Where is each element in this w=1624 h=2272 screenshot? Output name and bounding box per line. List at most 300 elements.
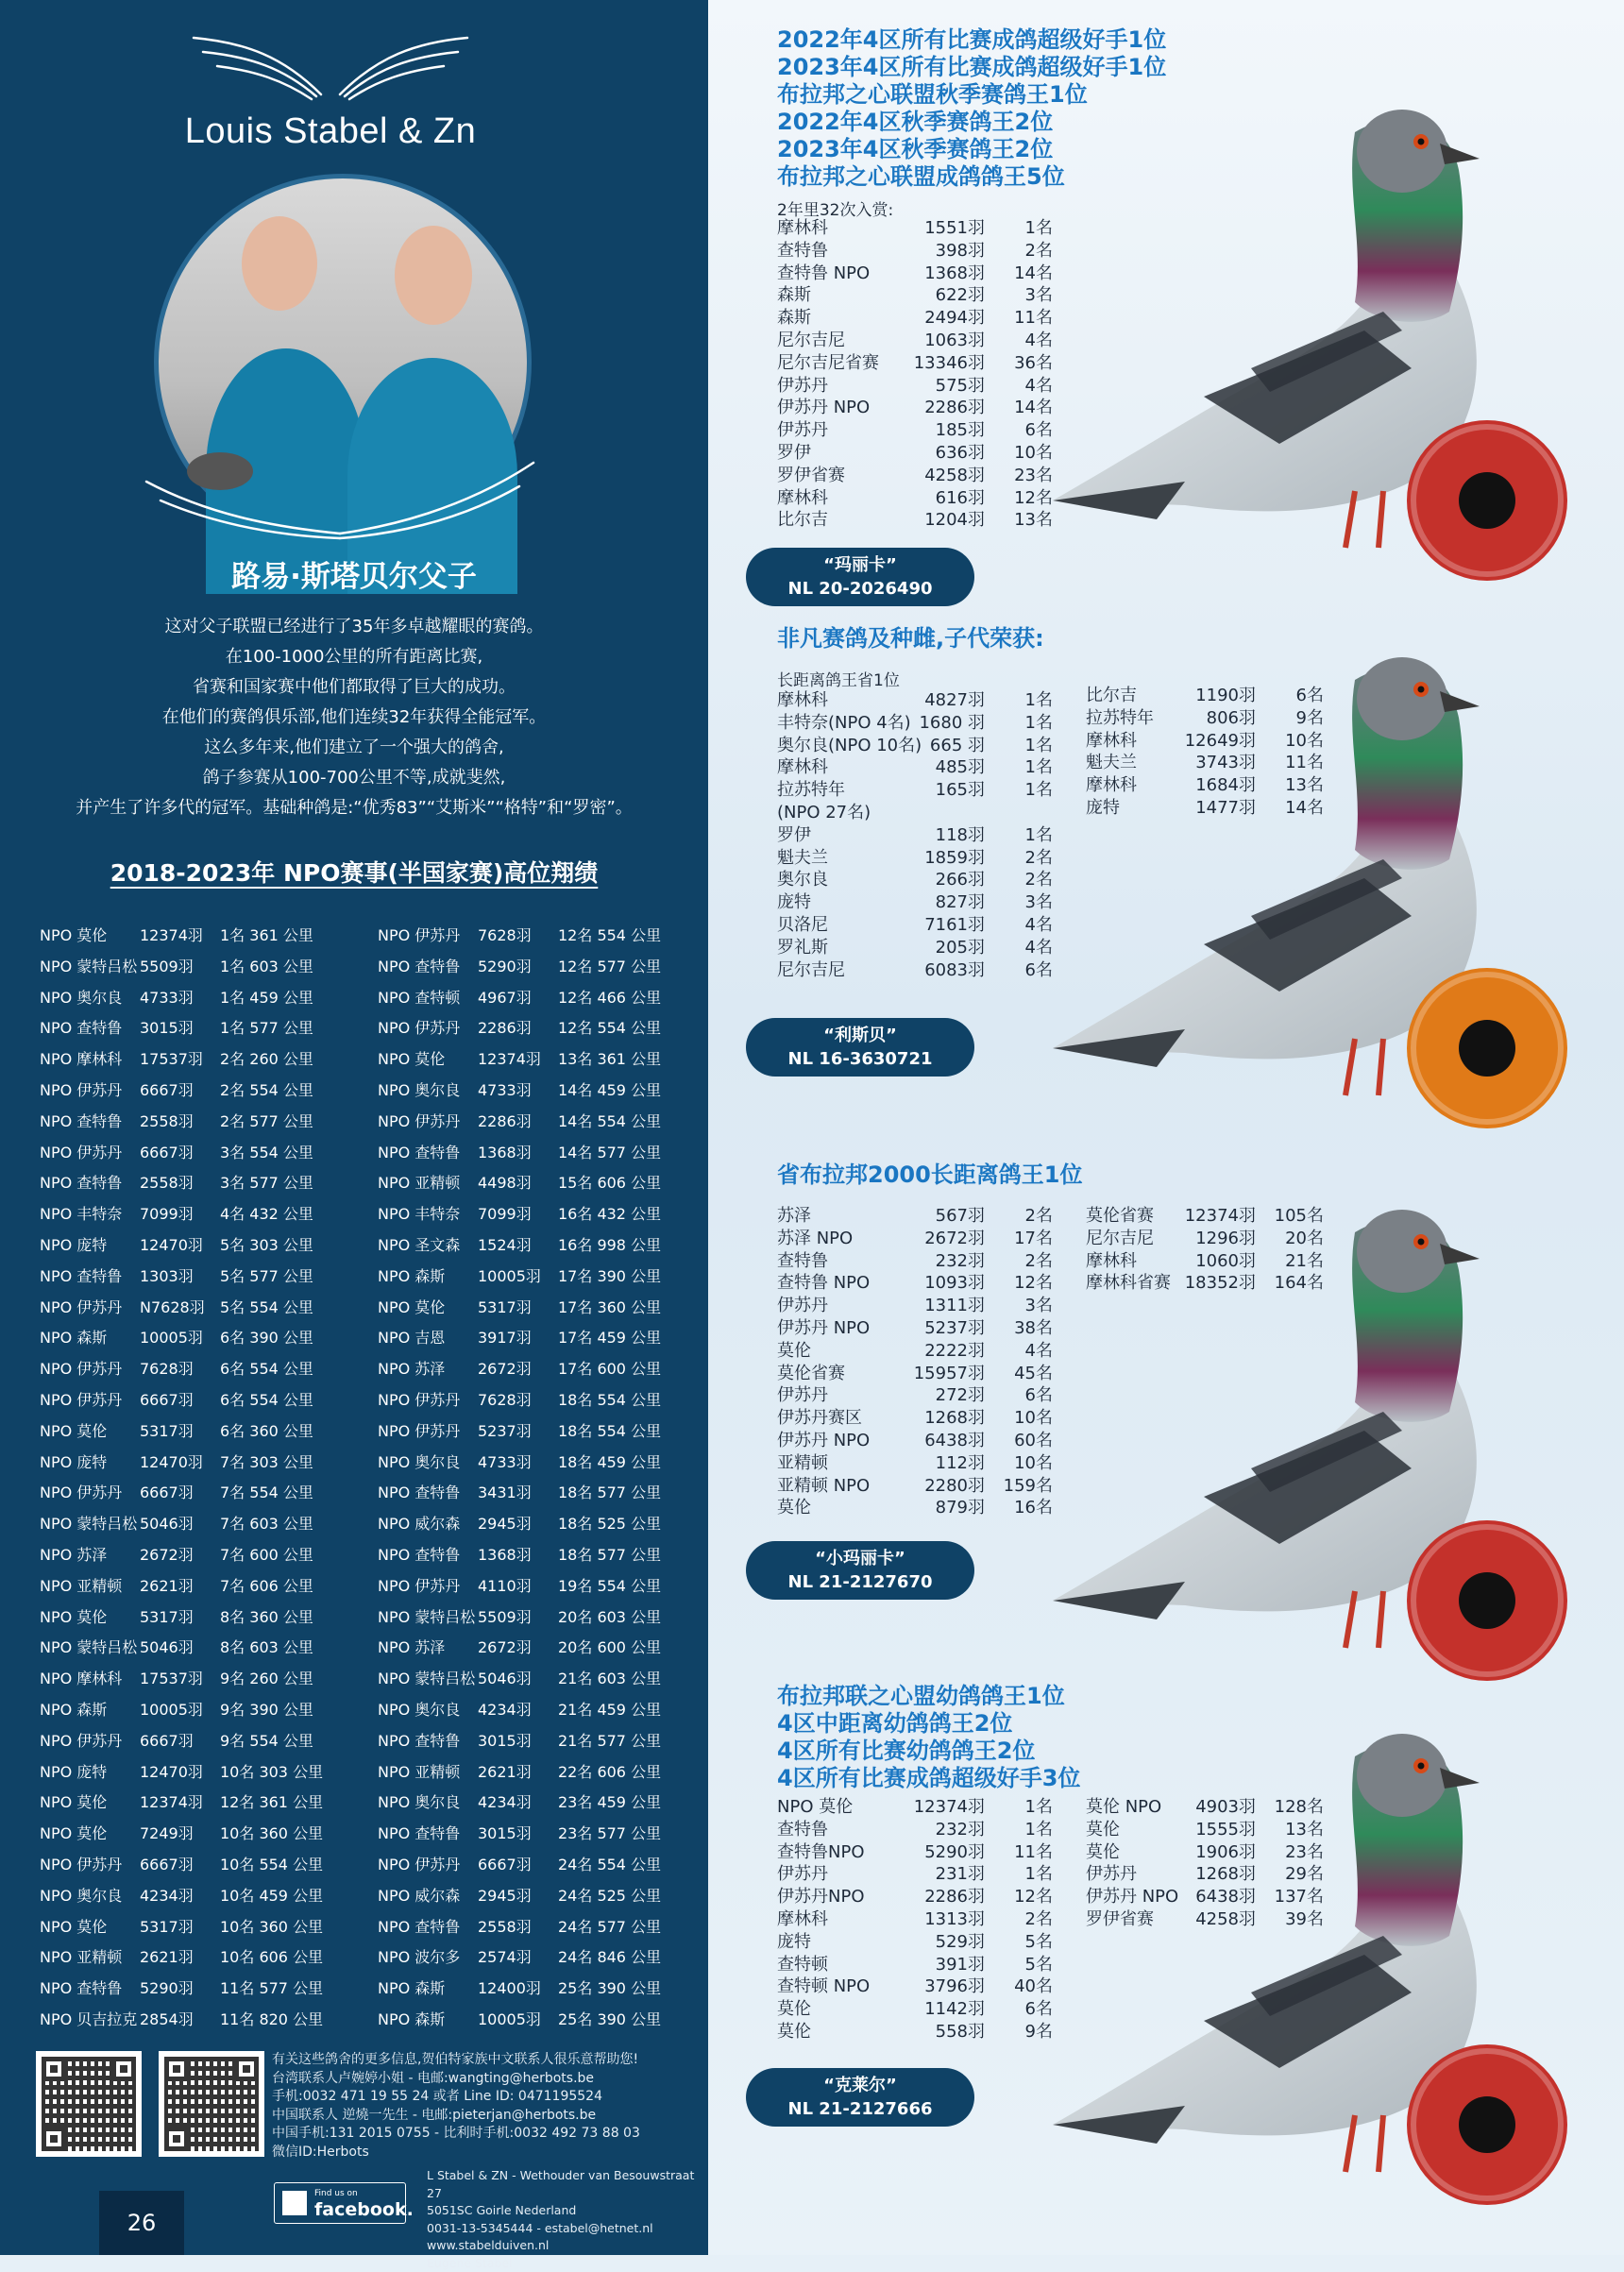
result-birds: 1368羽 [924,263,985,285]
address-block [427,2167,706,2272]
result-birds: 1477羽 [1195,797,1256,820]
npo-race: NPO 查特鲁 [378,1540,460,1571]
contact-line: 中国手机:131 2015 0755 - 比利时手机:0032 492 73 88 03 [272,2125,706,2144]
npo-birds: 7628羽 [478,1385,532,1416]
achievement-title: 4区所有比赛成鸽超级好手3位 [777,1765,1080,1792]
result-place: 60名 [1014,1430,1053,1452]
npo-race: NPO 森斯 [40,1695,107,1726]
npo-birds: 6667羽 [140,1076,194,1107]
npo-row [378,1076,703,1107]
result-birds: 1142羽 [924,1998,985,2021]
npo-place: 17名 390 公里 [558,1262,661,1293]
npo-row [40,1757,342,1789]
result-birds: 1268羽 [924,1407,985,1430]
result-row [777,1908,1053,1931]
result-place: 9名 [1296,707,1324,730]
npo-row [378,921,703,952]
result-place: 14名 [1014,263,1053,285]
address-line: 5051SC Goirle Nederland [427,2202,706,2220]
npo-place: 17名 600 公里 [558,1354,661,1385]
result-row [777,240,1053,263]
brand-name: Louis Stabel & Zn [113,111,548,152]
npo-place: 25名 390 公里 [558,2005,661,2036]
npo-place: 17名 459 公里 [558,1323,661,1354]
npo-place: 23名 459 公里 [558,1788,661,1819]
npo-place: 9名 390 公里 [220,1695,313,1726]
result-row [777,375,1053,398]
npo-race: NPO 丰特奈 [40,1199,122,1230]
results-table [777,1796,1053,2043]
npo-birds: 2672羽 [140,1540,194,1571]
npo-birds: 1368羽 [478,1138,532,1169]
result-birds: 15957羽 [914,1363,985,1385]
npo-race: NPO 伊苏丹 [378,1571,460,1602]
result-birds: 6438羽 [1195,1886,1256,1908]
npo-race: NPO 伊苏丹 [378,1385,460,1416]
npo-place: 22名 606 公里 [558,1757,661,1789]
result-race: 罗礼斯 [777,937,828,959]
npo-birds: 7628羽 [140,1354,194,1385]
npo-row [378,1974,703,2005]
result-row [777,847,1053,870]
result-birds: 6083羽 [924,959,985,982]
result-place: 1名 [1025,1863,1053,1886]
npo-race: NPO 伊苏丹 [40,1293,122,1324]
npo-row [378,1881,703,1912]
npo-row [40,1664,342,1695]
npo-place: 1名 459 公里 [220,983,313,1014]
npo-birds: 5237羽 [478,1416,532,1448]
npo-row [378,1509,703,1540]
achievement-titles [777,1161,1083,1189]
facebook-badge[interactable] [274,2182,406,2224]
result-place: 23名 [1014,465,1053,487]
pigeon-ring: NL 21-2127666 [746,2097,974,2121]
result-place: 2名 [1025,847,1053,870]
result-place: 14名 [1285,797,1324,820]
result-row [777,1430,1053,1452]
result-place: 10名 [1014,1452,1053,1475]
result-place: 1名 [1025,689,1053,712]
result-place: 14名 [1014,397,1053,419]
npo-birds: 7099羽 [478,1199,532,1230]
npo-race: NPO 查特鲁 [378,1912,460,1943]
npo-row [40,1478,342,1509]
npo-race: NPO 查特鲁 [40,1107,122,1138]
achievement-title: 非凡赛鸽及种雌,子代荣获: [777,625,1044,653]
npo-race: NPO 查特鲁 [40,1013,122,1044]
decorative-wing-icon [142,444,538,548]
contact-info [272,2051,706,2162]
npo-birds: 3015羽 [140,1013,194,1044]
results-subtitle: 2年里32次入赏: [777,196,893,220]
npo-birds: 3917羽 [478,1323,532,1354]
result-row [777,779,1053,802]
npo-row [40,1509,342,1540]
result-place: 17名 [1014,1228,1053,1250]
result-place: 6名 [1025,1384,1053,1407]
result-birds: 1684羽 [1195,774,1256,797]
npo-row [40,1262,342,1293]
result-race: 拉苏特年 [1086,707,1154,730]
person-right-head [395,226,472,325]
npo-row [40,983,342,1014]
npo-race: NPO 庞特 [40,1230,107,1262]
npo-race: NPO 查特鲁 [40,1974,122,2005]
result-place: 11名 [1014,307,1053,330]
npo-birds: 7628羽 [478,921,532,952]
result-place: 20名 [1285,1228,1324,1250]
address-line: Eugene Stabel [427,2255,706,2272]
npo-place: 9名 554 公里 [220,1726,313,1757]
result-birds: 1296羽 [1195,1228,1256,1250]
achievement-title: 2023年4区所有比赛成鸽超级好手1位 [777,54,1166,81]
npo-row [40,1448,342,1479]
result-place: 1名 [1025,756,1053,779]
npo-place: 10名 606 公里 [220,1942,323,1974]
result-place: 159名 [1004,1475,1053,1498]
result-row [777,284,1053,307]
npo-race: NPO 查特鲁 [378,1478,460,1509]
result-place: 6名 [1025,959,1053,982]
npo-place: 21名 603 公里 [558,1664,661,1695]
npo-place: 17名 360 公里 [558,1293,661,1324]
result-row [777,1317,1053,1340]
npo-row [378,1757,703,1789]
npo-race: NPO 亚精顿 [40,1571,122,1602]
result-place: 137名 [1275,1886,1324,1908]
npo-row [378,1788,703,1819]
npo-place: 5名 577 公里 [220,1262,313,1293]
npo-row [40,1695,342,1726]
result-place: 2名 [1025,1250,1053,1273]
npo-place: 14名 554 公里 [558,1107,661,1138]
result-place: 2名 [1025,1205,1053,1228]
npo-row [40,1385,342,1416]
npo-place: 1名 361 公里 [220,921,313,952]
contact-line: 手机:0032 471 19 55 24 或者 Line ID: 0471195524 [272,2088,706,2107]
result-place: 4名 [1025,330,1053,352]
npo-birds: 6667羽 [140,1138,194,1169]
npo-results-right [378,921,703,2036]
result-row [777,307,1053,330]
result-birds: 1190羽 [1195,685,1256,707]
npo-row [40,1013,342,1044]
npo-race: NPO 亚精顿 [40,1942,122,1974]
contact-line: 台湾联系人卢婉婷小姐 - 电邮:wangting@herbots.be [272,2070,706,2089]
npo-race: NPO 威尔森 [378,1881,460,1912]
achievement-title: 省布拉邦2000长距离鸽王1位 [777,1161,1083,1189]
pigeon-name: “小玛丽卡” [746,1547,974,1570]
npo-race: NPO 贝吉拉克 [40,2005,137,2036]
npo-results-title: 2018-2023年 NPO赛事(半国家赛)高位翔绩 [0,855,708,889]
result-race: 伊苏丹 NPO [777,1430,870,1452]
result-place: 2名 [1025,1908,1053,1931]
result-place: 21名 [1285,1250,1324,1273]
npo-birds: 2574羽 [478,1942,532,1974]
npo-birds: 4234羽 [478,1695,532,1726]
result-birds: 391羽 [936,1954,985,1976]
npo-place: 20名 603 公里 [558,1602,661,1634]
result-birds: 6438羽 [924,1430,985,1452]
npo-place: 5名 554 公里 [220,1293,313,1324]
pigeon-name: “玛丽卡” [746,553,974,577]
result-row [777,1863,1053,1886]
result-birds: 806羽 [1207,707,1256,730]
npo-race: NPO 苏泽 [378,1633,445,1664]
npo-birds: 2945羽 [478,1881,532,1912]
npo-race: NPO 波尔多 [378,1942,460,1974]
npo-place: 1名 603 公里 [220,952,313,983]
npo-row [378,1540,703,1571]
wings-icon [189,28,472,113]
result-birds: 185羽 [936,419,985,442]
npo-place: 9名 260 公里 [220,1664,313,1695]
result-place: 12名 [1014,487,1053,510]
result-birds: 1063羽 [924,330,985,352]
npo-row [40,1942,342,1974]
result-race: 伊苏丹赛区 [777,1407,862,1430]
result-race: 摩林科 [1086,774,1137,797]
result-birds: 12374羽 [1185,1205,1256,1228]
achievement-title: 布拉邦联之心盟幼鸽鸽王1位 [777,1683,1080,1710]
left-panel [0,0,708,2255]
npo-row [40,1726,342,1757]
npo-birds: 4967羽 [478,983,532,1014]
result-race: 摩林科 [777,756,828,779]
npo-birds: 6667羽 [140,1385,194,1416]
result-place: 10名 [1014,1407,1053,1430]
intro-line: 鸽子参赛从100-700公里不等,成就斐然, [28,763,680,793]
result-row [777,1340,1053,1363]
npo-birds: 17537羽 [140,1664,203,1695]
npo-race: NPO 奥尔良 [378,1448,460,1479]
npo-race: NPO 伊苏丹 [40,1076,122,1107]
result-birds: 205羽 [936,937,985,959]
npo-birds: 2621羽 [478,1757,532,1789]
result-place: 4名 [1025,1340,1053,1363]
result-birds: 232羽 [936,1819,985,1841]
result-race: 伊苏丹NPO [777,1886,865,1908]
npo-row [378,1912,703,1943]
result-place: 1名 [1025,779,1053,802]
owners-name: 路易·斯塔贝尔父子 [0,552,708,595]
result-race: 查特顿 [777,1954,828,1976]
result-birds: 665 羽 [930,735,985,757]
result-row [777,2021,1053,2043]
npo-row [40,1819,342,1850]
npo-race: NPO 莫伦 [378,1293,445,1324]
npo-row [378,952,703,983]
person-left-head [242,216,317,311]
address-line: 0031-13-5345444 - estabel@hetnet.nl [427,2220,706,2238]
result-birds: 879羽 [936,1497,985,1519]
result-place: 4名 [1025,937,1053,959]
pigeon-photo [1043,1709,1572,2238]
achievement-title: 4区所有比赛幼鸽鸽王2位 [777,1738,1080,1765]
npo-place: 5名 303 公里 [220,1230,313,1262]
result-row [777,802,1053,824]
npo-place: 18名 525 公里 [558,1509,661,1540]
result-race: 庞特 [777,891,811,914]
result-race: 尼尔吉尼省赛 [777,352,879,375]
result-row [777,1205,1053,1228]
result-birds: 2286羽 [924,397,985,419]
right-panel [708,0,1624,2255]
npo-race: NPO 伊苏丹 [378,1013,460,1044]
result-place: 10名 [1285,730,1324,753]
npo-place: 7名 606 公里 [220,1571,313,1602]
result-race: 尼尔吉尼 [777,330,845,352]
result-place: 38名 [1014,1317,1053,1340]
result-row [777,1841,1053,1864]
brand-logo [113,28,548,161]
result-race: NPO 莫伦 [777,1796,853,1819]
npo-row [40,1107,342,1138]
npo-place: 1名 577 公里 [220,1013,313,1044]
result-race: 伊苏丹 [777,1295,828,1317]
npo-birds: 5290羽 [140,1974,194,2005]
npo-birds: 12470羽 [140,1448,203,1479]
result-row [777,487,1053,510]
result-row [777,1475,1053,1498]
result-race: 伊苏丹 NPO [777,1317,870,1340]
npo-race: NPO 亚精顿 [378,1757,460,1789]
result-place: 1名 [1025,735,1053,757]
result-birds: 4903羽 [1195,1796,1256,1819]
npo-row [378,1013,703,1044]
npo-row [40,1850,342,1881]
result-birds: 1268羽 [1195,1863,1256,1886]
address-line: L Stabel & ZN - Wethouder van Besouwstraat 27 [427,2167,706,2202]
npo-row [378,1168,703,1199]
result-race: 比尔吉 [1086,685,1137,707]
npo-birds: 5046羽 [140,1509,194,1540]
npo-birds: 5509羽 [478,1602,532,1634]
npo-place: 13名 361 公里 [558,1044,661,1076]
result-place: 5名 [1025,1954,1053,1976]
result-row [777,689,1053,712]
result-race: 摩林科 [777,217,828,240]
qr-code-line[interactable] [36,2051,142,2157]
npo-row [378,1199,703,1230]
result-birds: 118羽 [936,824,985,847]
npo-row [378,1571,703,1602]
result-birds: 1093羽 [924,1272,985,1295]
npo-place: 8名 360 公里 [220,1602,313,1634]
npo-race: NPO 莫伦 [40,1912,107,1943]
result-birds: 616羽 [936,487,985,510]
npo-race: NPO 森斯 [378,1974,445,2005]
npo-birds: 2672羽 [478,1354,532,1385]
result-birds: 1311羽 [924,1295,985,1317]
result-birds: 3743羽 [1195,752,1256,774]
npo-place: 14名 577 公里 [558,1138,661,1169]
npo-birds: 3431羽 [478,1478,532,1509]
npo-row [40,1168,342,1199]
npo-birds: 1368羽 [478,1540,532,1571]
result-birds: 5290羽 [924,1841,985,1864]
result-birds: 485羽 [936,756,985,779]
npo-birds: 1303羽 [140,1262,194,1293]
npo-birds: 4234羽 [478,1788,532,1819]
npo-row [378,1138,703,1169]
result-race: 罗伊 [777,442,811,465]
intro-line: 在他们的赛鸽俱乐部,他们连续32年获得全能冠军。 [28,703,680,733]
npo-birds: 5317羽 [478,1293,532,1324]
result-place: 3名 [1025,1295,1053,1317]
result-race: 奥尔良(NPO 10名) [777,735,922,757]
npo-place: 2名 577 公里 [220,1107,313,1138]
result-row [777,1384,1053,1407]
npo-place: 19名 554 公里 [558,1571,661,1602]
result-place: 4名 [1025,914,1053,937]
npo-place: 24名 846 公里 [558,1942,661,1974]
pigeon-name-badge [746,1018,974,1077]
result-race: 莫伦 [777,1497,811,1519]
npo-row [40,1230,342,1262]
result-row [777,937,1053,959]
intro-line: 在100-1000公里的所有距离比赛, [28,642,680,672]
npo-race: NPO 查特鲁 [378,1138,460,1169]
npo-row [378,1726,703,1757]
npo-birds: 2558羽 [140,1107,194,1138]
npo-place: 6名 360 公里 [220,1416,313,1448]
npo-place: 10名 360 公里 [220,1819,323,1850]
result-place: 1名 [1025,217,1053,240]
npo-race: NPO 莫伦 [378,1044,445,1076]
npo-place: 18名 554 公里 [558,1385,661,1416]
npo-row [378,1602,703,1634]
result-birds: 232羽 [936,1250,985,1273]
npo-birds: 7249羽 [140,1819,194,1850]
achievement-title: 2022年4区所有比赛成鸽超级好手1位 [777,26,1166,54]
npo-row [40,1881,342,1912]
result-place: 164名 [1275,1272,1324,1295]
result-row [777,1272,1053,1295]
result-row [777,509,1053,532]
result-birds: 12649羽 [1185,730,1256,753]
result-birds: 12374羽 [914,1796,985,1819]
npo-row [40,1416,342,1448]
npo-race: NPO 吉恩 [378,1323,445,1354]
result-place: 128名 [1275,1796,1324,1819]
achievement-titles [777,1683,1080,1792]
npo-birds: 3015羽 [478,1819,532,1850]
npo-race: NPO 奥尔良 [40,1881,122,1912]
npo-race: NPO 威尔森 [378,1509,460,1540]
result-birds: 1555羽 [1195,1819,1256,1841]
result-place: 6名 [1296,685,1324,707]
npo-birds: 4733羽 [140,983,194,1014]
result-place: 3名 [1025,891,1053,914]
npo-row [40,1354,342,1385]
result-race: 伊苏丹 NPO [1086,1886,1178,1908]
qr-code-wechat[interactable] [159,2051,264,2157]
result-race: 罗伊省赛 [1086,1908,1154,1931]
result-birds: 1313羽 [924,1908,985,1931]
npo-birds: 5317羽 [140,1416,194,1448]
npo-birds: 12470羽 [140,1757,203,1789]
npo-birds: 3015羽 [478,1726,532,1757]
npo-race: NPO 森斯 [378,1262,445,1293]
result-race: 查特鲁 [777,1819,828,1841]
result-row [777,869,1053,891]
npo-race: NPO 伊苏丹 [378,1416,460,1448]
pigeon-name-badge [746,2068,974,2127]
npo-place: 23名 577 公里 [558,1819,661,1850]
result-place: 13名 [1285,1819,1324,1841]
